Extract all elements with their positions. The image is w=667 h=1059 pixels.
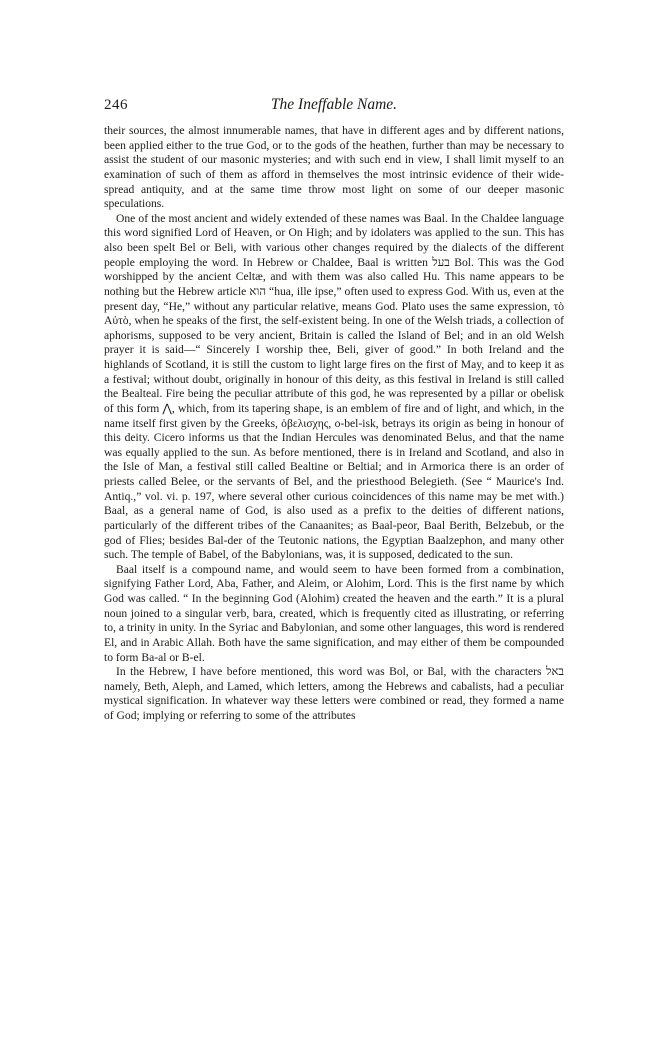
page-number: 246 <box>104 97 128 113</box>
body-text <box>104 124 564 724</box>
paragraph-3: Baal itself is a compound name, and would seem to have been formed from a combination, signifying Father Lord, Aba, Father, and Aleim, or Alohim, Lord. This is the first name by which God was called. “ In the beginning God (Alohim) created the heaven and the earth.” It is a plural noun joined to a singular verb, bara, created, which is frequently cited as illustrating, or referring to, a trinity in unity. In the Syriac and Babylonian, and some other languages, this word is rendered El, and in Arabic Allah. Both have the same signification, and may either of them be compounded to form Ba-al or B-el. <box>104 562 564 664</box>
paragraph-1: their sources, the almost innumerable names, that have in different ages and by different nations, been applied either to the true God, or to the gods of the heathen, further than may be necessary to assist the student of our masonic mysteries; and with such end in view, I shall limit myself to an examination of such of them as afford in themselves the most intrinsic evidence of their wide-spread antiquity, and at the same time throw most light on some of our deeper masonic speculations. <box>104 124 564 211</box>
book-page <box>104 96 564 724</box>
paragraph-2: One of the most ancient and widely extended of these names was Baal. In the Chaldee language this word signified Lord of Heaven, or On High; and by idolaters was applied to the sun. This has also been spelt Bel or Beli, with various other changes required by the dialects of the different people employing the word. In Hebrew or Chaldee, Baal is written בעל Bol. This was the God worshipped by the ancient Celtæ, and with them was also called Hu. This name appears to be nothing but the Hebrew article הוא “hua, ille ipse,” often used to express God. With us, even at the present day, “He,” without any particular relative, means God. Plato uses the same expression, τὸ Αὐτὸ, when he speaks of the first, the self-existent being. In one of the Welsh triads, a collection of aphorisms, supposed to be very ancient, Britain is called the Island of Bel; and in an old Welsh prayer it is said—“ Sincerely I worship thee, Beli, giver of good.” In both Ireland and the highlands of Scotland, it is still the custom to light large fires on the first of May, and to keep it as a festival; without doubt, originally in honour of this deity, as this festival in Ireland is still called the Bealteal. Fire being the peculiar attribute of this god, he was represented by a pillar or obelisk of this form ⋀, which, from its tapering shape, is an emblem of fire and of light, and which, in the name itself first given by the Greeks, ὀβελισχης, o-bel-isk, betrays its origin as being in honour of this deity. Cicero informs us that the Indian Hercules was denominated Belus, and that the name was equally applied to the sun. As before mentioned, there is in Ireland and Scotland, and also in the Isle of Man, a festival still called Bealtine or Beltial; and in Armorica there is an order of priests called Belee, or the servants of Bel, and the priesthood Belegieth. (See “ Maurice's Ind. Antiq.,” vol. vi. p. 197, where several other curious coincidences of this name may be met with.) Baal, as a general name of God, is also used as a prefix to the deities of different nations, particularly of the different tribes of the Canaanites; as Baal-peor, Baal Berith, Belzebub, or the god of Flies; besides Bal-der of the Teutonic nations, the Egyptian Baalzephon, and many other such. The temple of Babel, of the Babylonians, was, it is supposed, dedicated to the sun. <box>104 211 564 562</box>
paragraph-4: In the Hebrew, I have before mentioned, this word was Bol, or Bal, with the characters באל namely, Beth, Aleph, and Lamed, which letters, among the Hebrews and cabalists, had a peculiar mystical signification. In whatever way these letters were combined or read, they formed a name of God; implying or referring to some of the attributes <box>104 665 564 722</box>
running-header <box>104 96 564 124</box>
page-title: The Ineffable Name. <box>270 96 398 113</box>
